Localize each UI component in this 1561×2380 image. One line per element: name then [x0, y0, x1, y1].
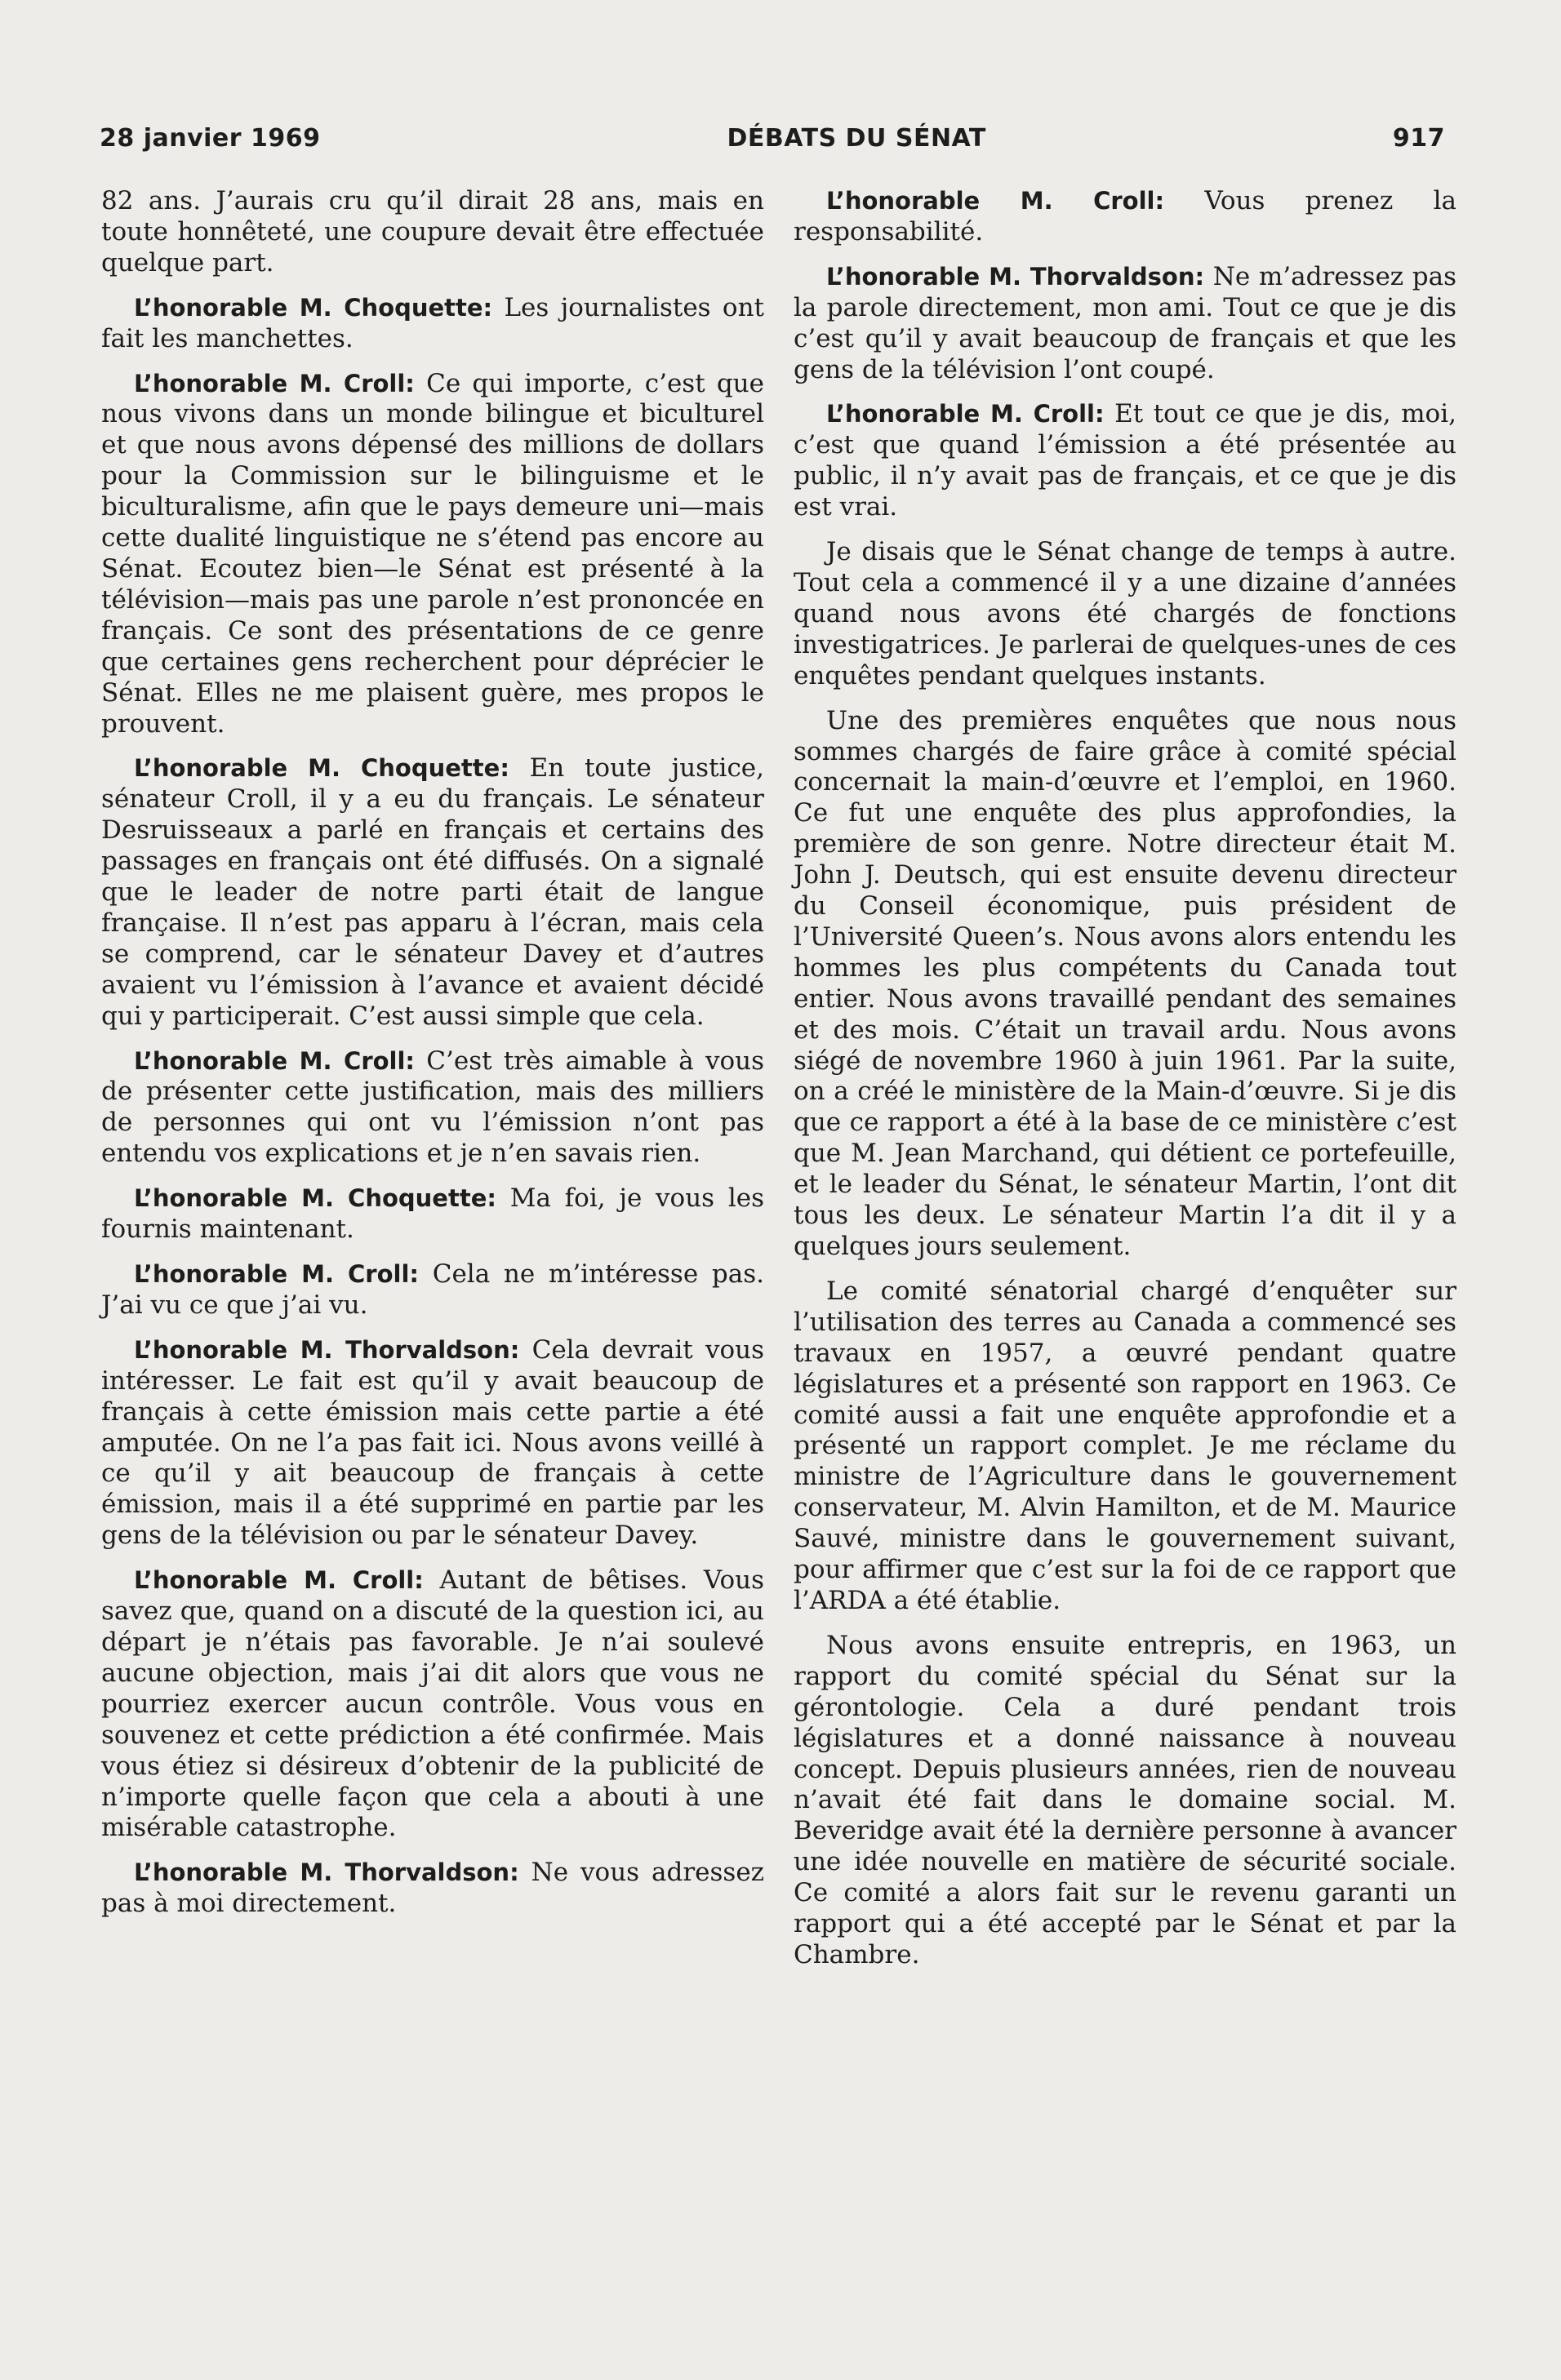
paragraph-text: Le comité sénatorial chargé d’enquêter sur l’utilisation des terres au Canada a commencé ses travaux en 1957, a œuvré pendant quatre législatures et a présenté son rapport en 1963. Ce comité aussi a fait une enquête approfondie et a présenté un rapport complet. Je me réclame du ministre de l’Agriculture dans le gouvernement conservateur, M. Alvin Hamilton, et de M. Maurice Sauvé, ministre dans le gouvernement suivant, pour affirmer que c’est sur la foi de ce rapport que l’ARDA a été établie.: [794, 1276, 1456, 1615]
speaker-name: L’honorable M. Croll:: [826, 187, 1165, 215]
paragraph-text: Et tout ce que je dis, moi, c’est que quand l’émission a été présentée au public, il n’y avait pas de français, et ce que je dis est vrai.: [794, 399, 1456, 522]
paragraph: [101, 753, 764, 1032]
left-column: [101, 186, 764, 1934]
paragraph: [794, 399, 1456, 523]
paragraph-text: Ne m’adressez pas la parole directement, mon ami. Tout ce que je dis c’est qu’il y avait beaucoup de français et que les gens de la télévision l’ont coupé.: [794, 261, 1456, 384]
paragraph: [794, 706, 1456, 1263]
paragraph-text: En toute justice, sénateur Croll, il y a eu du français. Le sénateur Desruisseaux a parlé en français et certains des passages en français ont été diffusés. On a signalé que le leader de notre parti était de langue française. Il n’est pas apparu à l’écran, mais cela se comprend, car le sénateur Davey et d’autres avaient vu l’émission à l’avance et avaient décidé qui y participerait. C’est aussi simple que cela.: [101, 753, 764, 1031]
paragraph: [794, 262, 1456, 386]
paragraph: [794, 186, 1456, 248]
right-column: [794, 186, 1456, 1985]
header-title: DÉBATS DU SÉNAT: [727, 124, 986, 153]
paragraph-text: Nous avons ensuite entrepris, en 1963, un rapport du comité spécial du Sénat sur la gérontologie. Cela a duré pendant trois législatures et a donné naissance à nouveau concept. Depuis plusieurs années, rien de nouveau n’avait été fait dans le domaine social. M. Beveridge avait été la dernière personne à avancer une idée nouvelle en matière de sécurité sociale. Ce comité a alors fait sur le revenu garanti un rapport qui a été accepté par le Sénat et par la Chambre.: [794, 1630, 1456, 1969]
speaker-name: L’honorable M. Croll:: [134, 1566, 424, 1595]
paragraph-text: Je disais que le Sénat change de temps à autre. Tout cela a commencé il y a une dizaine d’années quand nous avons été chargés de fonctions investigatrices. Je parlerai de quelques-unes de ces enquêtes pendant quelques instants.: [794, 537, 1456, 690]
paragraph: [794, 1277, 1456, 1617]
paragraph-text: 82 ans. J’aurais cru qu’il dirait 28 ans, mais en toute honnêteté, une coupure devait être effectuée quelque part.: [101, 186, 764, 278]
paragraph: [101, 293, 764, 355]
paragraph: [101, 1565, 764, 1844]
paragraph-text: Une des premières enquêtes que nous nous sommes chargés de faire grâce à comité spécial concernait la main-d’œuvre et l’emploi, en 1960. Ce fut une enquête des plus approfondies, la première de son genre. Notre directeur était M. John J. Deutsch, qui est ensuite devenu directeur du Conseil économique, puis président de l’Université Queen’s. Nous avons alors entendu les hommes les plus compétents du Canada tout entier. Nous avons travaillé pendant des semaines et des mois. C’était un travail ardu. Nous avons siégé de novembre 1960 à juin 1961. Par la suite, on a créé le ministère de la Main-d’œuvre. Si je dis que ce rapport a été à la base de ce ministère c’est que M. Jean Marchand, qui détient ce portefeuille, et le leader du Sénat, le sénateur Martin, l’ont dit tous les deux. Le sénateur Martin l’a dit il y a quelques jours seulement.: [794, 705, 1456, 1261]
paragraph-text: Les journalistes ont fait les manchettes.: [101, 292, 765, 353]
paragraph-text: C’est très aimable à vous de présenter cette justification, mais des milliers de personnes qui ont vu l’émission n’ont pas entendu vos explications et je n’en savais rien.: [101, 1046, 764, 1169]
speaker-name: L’honorable M. Croll:: [134, 1046, 416, 1075]
speaker-name: L’honorable M. Croll:: [134, 1260, 419, 1288]
header-date: 28 janvier 1969: [100, 124, 321, 153]
paragraph-text: Vous prenez la responsabilité.: [794, 186, 1456, 246]
paragraph-text: Autant de bêtises. Vous savez que, quand on a discuté de la question ici, au départ je n’étais pas favorable. Je n’ai soulevé aucune objection, mais j’ai dit alors que vous ne pourriez exercer aucun contrôle. Vous vous en souvenez et cette prédiction a été confirmée. Mais vous étiez si désireux d’obtenir de la publicité de n’importe quelle façon que cela a abouti à une misérable catastrophe.: [101, 1565, 765, 1843]
speaker-name: L’honorable M. Thorvaldson:: [134, 1858, 519, 1887]
page-number: 917: [1392, 124, 1445, 153]
paragraph: [101, 1046, 764, 1170]
paragraph-text: Ce qui importe, c’est que nous vivons dans un monde bilingue et biculturel et que nous avons dépensé des millions de dollars pour la Commission sur le bilinguisme et le biculturalisme, afin que le pays demeure uni—mais cette dualité linguistique ne s’étend pas encore au Sénat. Ecoutez bien—le Sénat est présenté à la télévision—mais pas une parole n’est prononcée en français. Ce sont des présentations de ce genre que certaines gens recherchent pour déprécier le Sénat. Elles ne me plaisent guère, mes propos le prouvent.: [101, 368, 764, 739]
speaker-name: L’honorable M. Choquette:: [134, 293, 493, 322]
speaker-name: L’honorable M. Croll:: [134, 369, 415, 397]
speaker-name: L’honorable M. Thorvaldson:: [134, 1335, 520, 1364]
speaker-name: L’honorable M. Thorvaldson:: [826, 262, 1205, 291]
speaker-name: L’honorable M. Croll:: [826, 400, 1105, 428]
running-header: [100, 124, 1445, 153]
paragraph-text: Cela ne m’intéresse pas. J’ai vu ce que j’ai vu.: [101, 1259, 764, 1320]
paragraph-text: Ne vous adressez pas à moi directement.: [101, 1858, 764, 1919]
paragraph: [101, 369, 764, 740]
speaker-name: L’honorable M. Choquette:: [134, 1184, 496, 1213]
paragraph: [101, 1335, 764, 1552]
paragraph-text: Cela devrait vous intéresser. Le fait est qu’il y avait beaucoup de français à cette émission mais cette partie a été amputée. On ne l’a pas fait ici. Nous avons veillé à ce qu’il y ait beaucoup de français à cette émission, mais il a été supprimé en partie par les gens de la télévision ou par le sénateur Davey.: [101, 1334, 764, 1551]
paragraph: [101, 1183, 764, 1246]
paragraph: [794, 537, 1456, 692]
paragraph: [794, 1631, 1456, 1971]
paragraph: [101, 186, 764, 279]
paragraph: [101, 1259, 764, 1321]
paragraph: [101, 1858, 764, 1920]
speaker-name: L’honorable M. Choquette:: [134, 754, 509, 783]
paragraph-text: Ma foi, je vous les fournis maintenant.: [101, 1183, 764, 1245]
